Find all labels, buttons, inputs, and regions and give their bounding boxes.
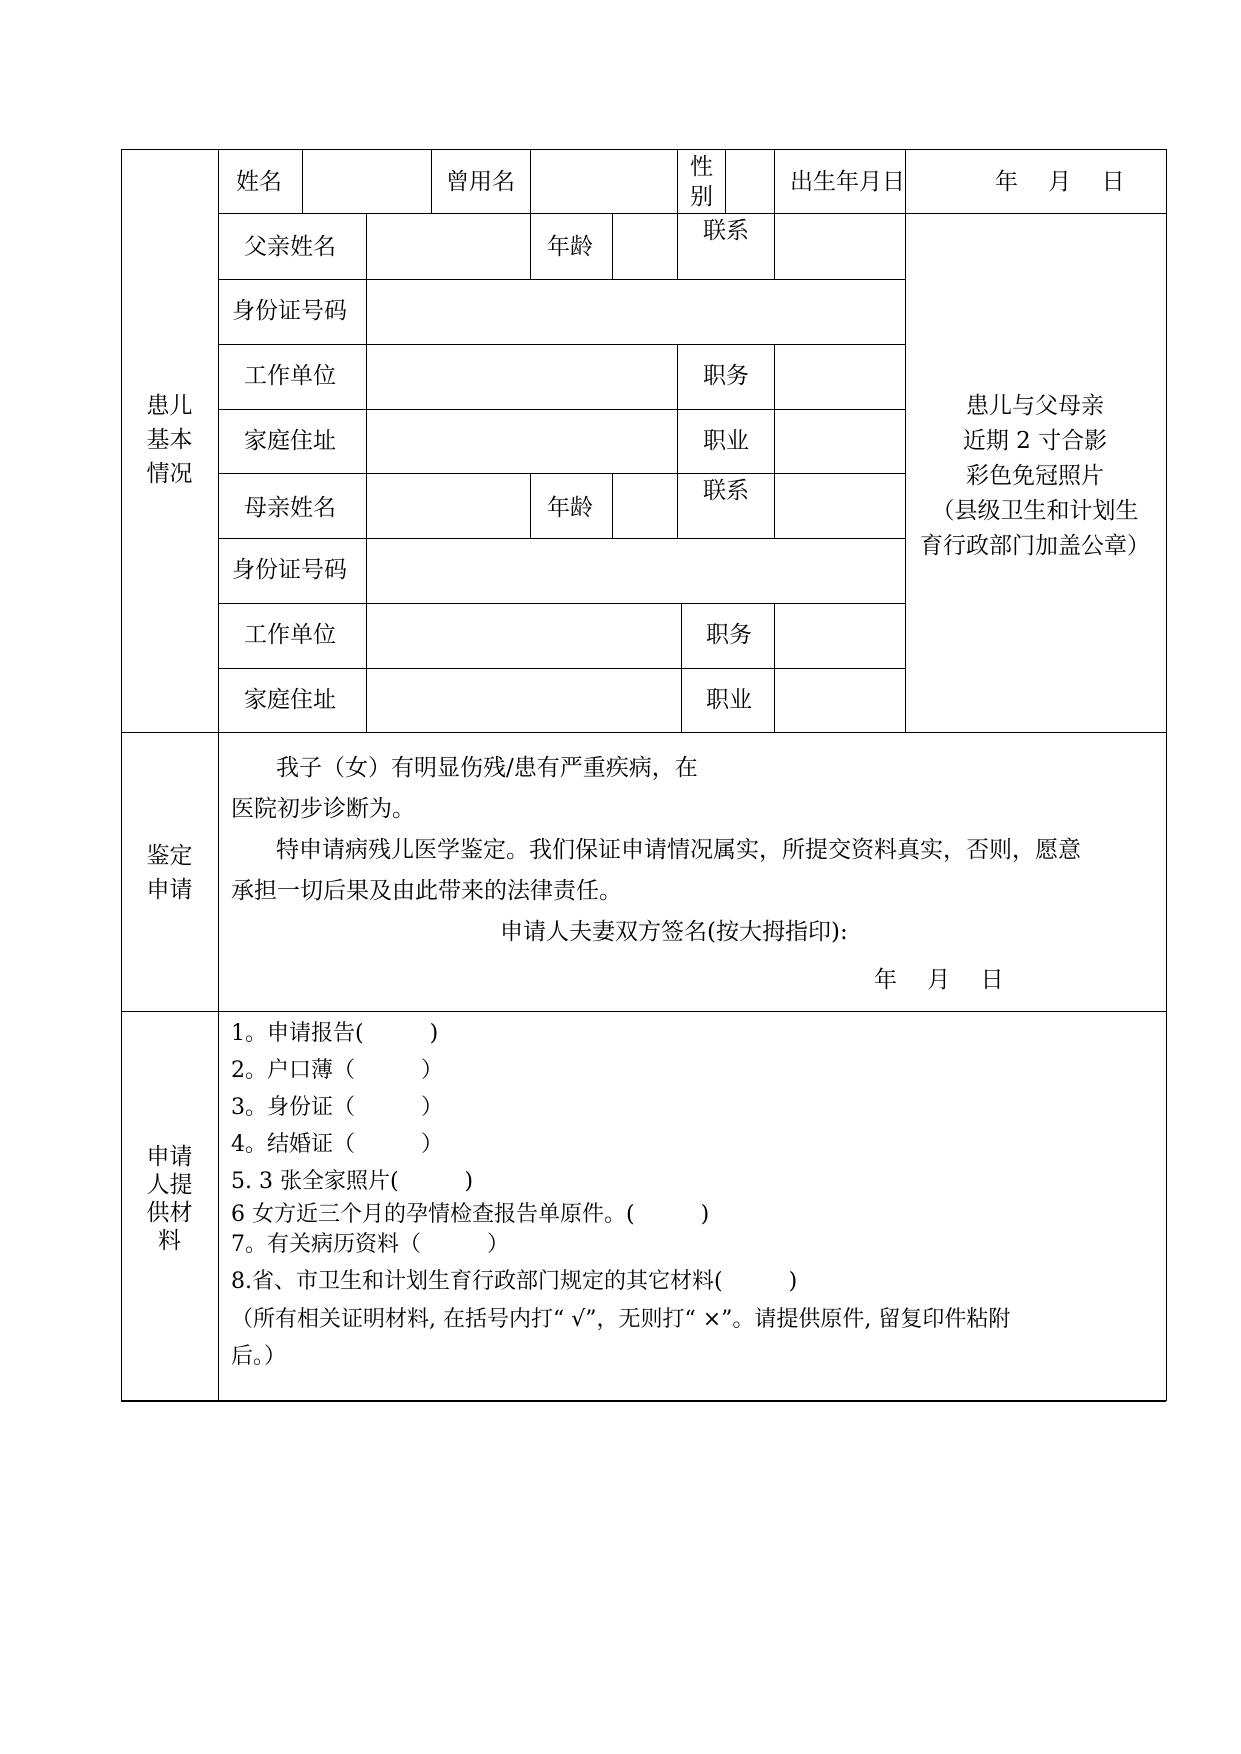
applicant-signature-label: 申请人夫妻双方签名(按大拇指印): xyxy=(500,919,848,945)
father-work-label: 工作单位 xyxy=(244,363,336,389)
father-position-label: 职务 xyxy=(703,363,749,389)
father-contact-label: 联系 xyxy=(703,218,749,244)
photo-instruction-line: （县级卫生和计划生 xyxy=(931,498,1139,524)
mother-address-field[interactable] xyxy=(367,669,680,732)
mother-name-field[interactable] xyxy=(367,474,529,537)
section-label-materials xyxy=(121,1143,218,1255)
mother-id-field[interactable] xyxy=(367,539,904,602)
father-occupation-field[interactable] xyxy=(775,410,904,472)
father-age-field[interactable] xyxy=(613,214,676,278)
section-label-line: 人提 xyxy=(146,1172,193,1198)
row-line xyxy=(218,213,1166,214)
mother-address-label: 家庭住址 xyxy=(244,687,336,713)
col-line xyxy=(530,473,531,538)
birth-date-label: 出生年月日 xyxy=(790,169,905,195)
section-label-appraisal xyxy=(121,839,218,907)
section-divider-1 xyxy=(121,732,1166,733)
father-name-label: 父亲姓名 xyxy=(244,234,336,260)
mother-contact-label: 联系 xyxy=(703,478,749,504)
photo-instruction-line: 患儿与父母亲 xyxy=(966,393,1104,419)
section-label-line: 供材 xyxy=(146,1200,193,1226)
mother-age-field[interactable] xyxy=(613,474,676,537)
mother-occupation-label: 职业 xyxy=(706,687,752,713)
sex-label-top: 性 xyxy=(690,154,713,180)
col-line xyxy=(677,344,678,473)
mother-position-field[interactable] xyxy=(775,604,904,667)
photo-instruction-line: 近期 2 寸合影 xyxy=(962,428,1108,454)
birth-date-field[interactable]: 年 月 日 xyxy=(995,169,1125,195)
material-item-4[interactable]: 4。结婚证（ ） xyxy=(231,1132,443,1157)
section-label-line: 申请 xyxy=(146,877,193,903)
material-item-2[interactable]: 2。户口薄（ ） xyxy=(231,1058,443,1083)
father-id-field[interactable] xyxy=(367,280,904,343)
father-id-label: 身份证号码 xyxy=(232,298,347,324)
appraisal-line-2: 医院初步诊断为。 xyxy=(231,796,415,822)
material-item-7[interactable]: 7。有关病历资料（ ） xyxy=(231,1232,509,1257)
material-item-8[interactable]: 8.省、市卫生和计划生育行政部门规定的其它材料( ) xyxy=(231,1269,798,1294)
former-name-label: 曾用名 xyxy=(446,169,515,195)
mother-name-label: 母亲姓名 xyxy=(244,495,336,521)
col-line xyxy=(774,149,775,213)
section-label-line: 情况 xyxy=(146,461,193,487)
mother-work-label: 工作单位 xyxy=(244,622,336,648)
section-label-line: 料 xyxy=(158,1228,181,1254)
mother-position-label: 职务 xyxy=(706,622,752,648)
section-label-line: 申请 xyxy=(146,1144,193,1170)
table-border-right xyxy=(1166,149,1167,1401)
former-name-field[interactable] xyxy=(531,150,676,212)
child-name-label: 姓名 xyxy=(236,169,282,195)
photo-placeholder[interactable] xyxy=(905,389,1165,564)
mother-age-label: 年龄 xyxy=(547,495,593,521)
sex-label-bottom: 别 xyxy=(690,184,713,210)
father-work-field[interactable] xyxy=(367,345,676,408)
col-line xyxy=(677,149,678,213)
col-line xyxy=(530,213,531,279)
photo-instruction-line: 彩色免冠照片 xyxy=(966,463,1104,489)
col-line xyxy=(677,213,678,279)
father-address-field[interactable] xyxy=(367,410,676,472)
photo-instruction-line: 育行政部门加盖公章） xyxy=(920,533,1150,559)
appraisal-line-4: 承担一切后果及由此带来的法律责任。 xyxy=(231,878,622,904)
section-label-line: 患儿 xyxy=(146,393,193,419)
col-line xyxy=(431,149,432,213)
father-position-field[interactable] xyxy=(775,345,904,408)
material-item-3[interactable]: 3。身份证（ ） xyxy=(231,1095,443,1120)
mother-contact-field[interactable] xyxy=(775,474,904,537)
material-item-6[interactable]: 6 女方近三个月的孕情检查报告单原件。( ) xyxy=(231,1202,710,1227)
child-name-field[interactable] xyxy=(303,150,430,212)
mother-work-field[interactable] xyxy=(367,604,680,667)
sex-field[interactable] xyxy=(726,150,773,212)
appraisal-line-3: 特申请病残儿医学鉴定。我们保证申请情况属实，所提交资料真实，否则，愿意 xyxy=(276,837,1081,863)
materials-note-line-1: （所有相关证明材料, 在括号内打“ √”，无则打“ ×”。请提供原件, 留复印件粘附 xyxy=(231,1307,1011,1332)
col-line xyxy=(677,473,678,538)
appraisal-line-1: 我子（女）有明显伤残/患有严重疾病，在 xyxy=(276,755,698,781)
section-label-line: 基本 xyxy=(146,427,193,453)
col-line xyxy=(681,603,682,733)
father-contact-field[interactable] xyxy=(775,214,904,278)
sex-label xyxy=(690,152,713,212)
material-item-1[interactable]: 1。申请报告( ) xyxy=(231,1021,439,1046)
section-divider-2 xyxy=(121,1011,1166,1012)
section-label-basic-info xyxy=(121,389,218,491)
material-item-5[interactable]: 5. 3 张全家照片( ) xyxy=(231,1169,474,1194)
father-name-field[interactable] xyxy=(367,214,529,278)
label-column-divider xyxy=(218,149,219,1401)
father-address-label: 家庭住址 xyxy=(244,428,336,454)
appraisal-date: 年 月 日 xyxy=(874,967,1004,993)
section-label-line: 鉴定 xyxy=(146,843,193,869)
materials-note-line-2: 后。） xyxy=(231,1344,287,1369)
mother-occupation-field[interactable] xyxy=(775,669,904,732)
mother-id-label: 身份证号码 xyxy=(232,557,347,583)
table-border-bottom xyxy=(121,1400,1166,1402)
father-age-label: 年龄 xyxy=(547,234,593,260)
father-occupation-label: 职业 xyxy=(703,428,749,454)
